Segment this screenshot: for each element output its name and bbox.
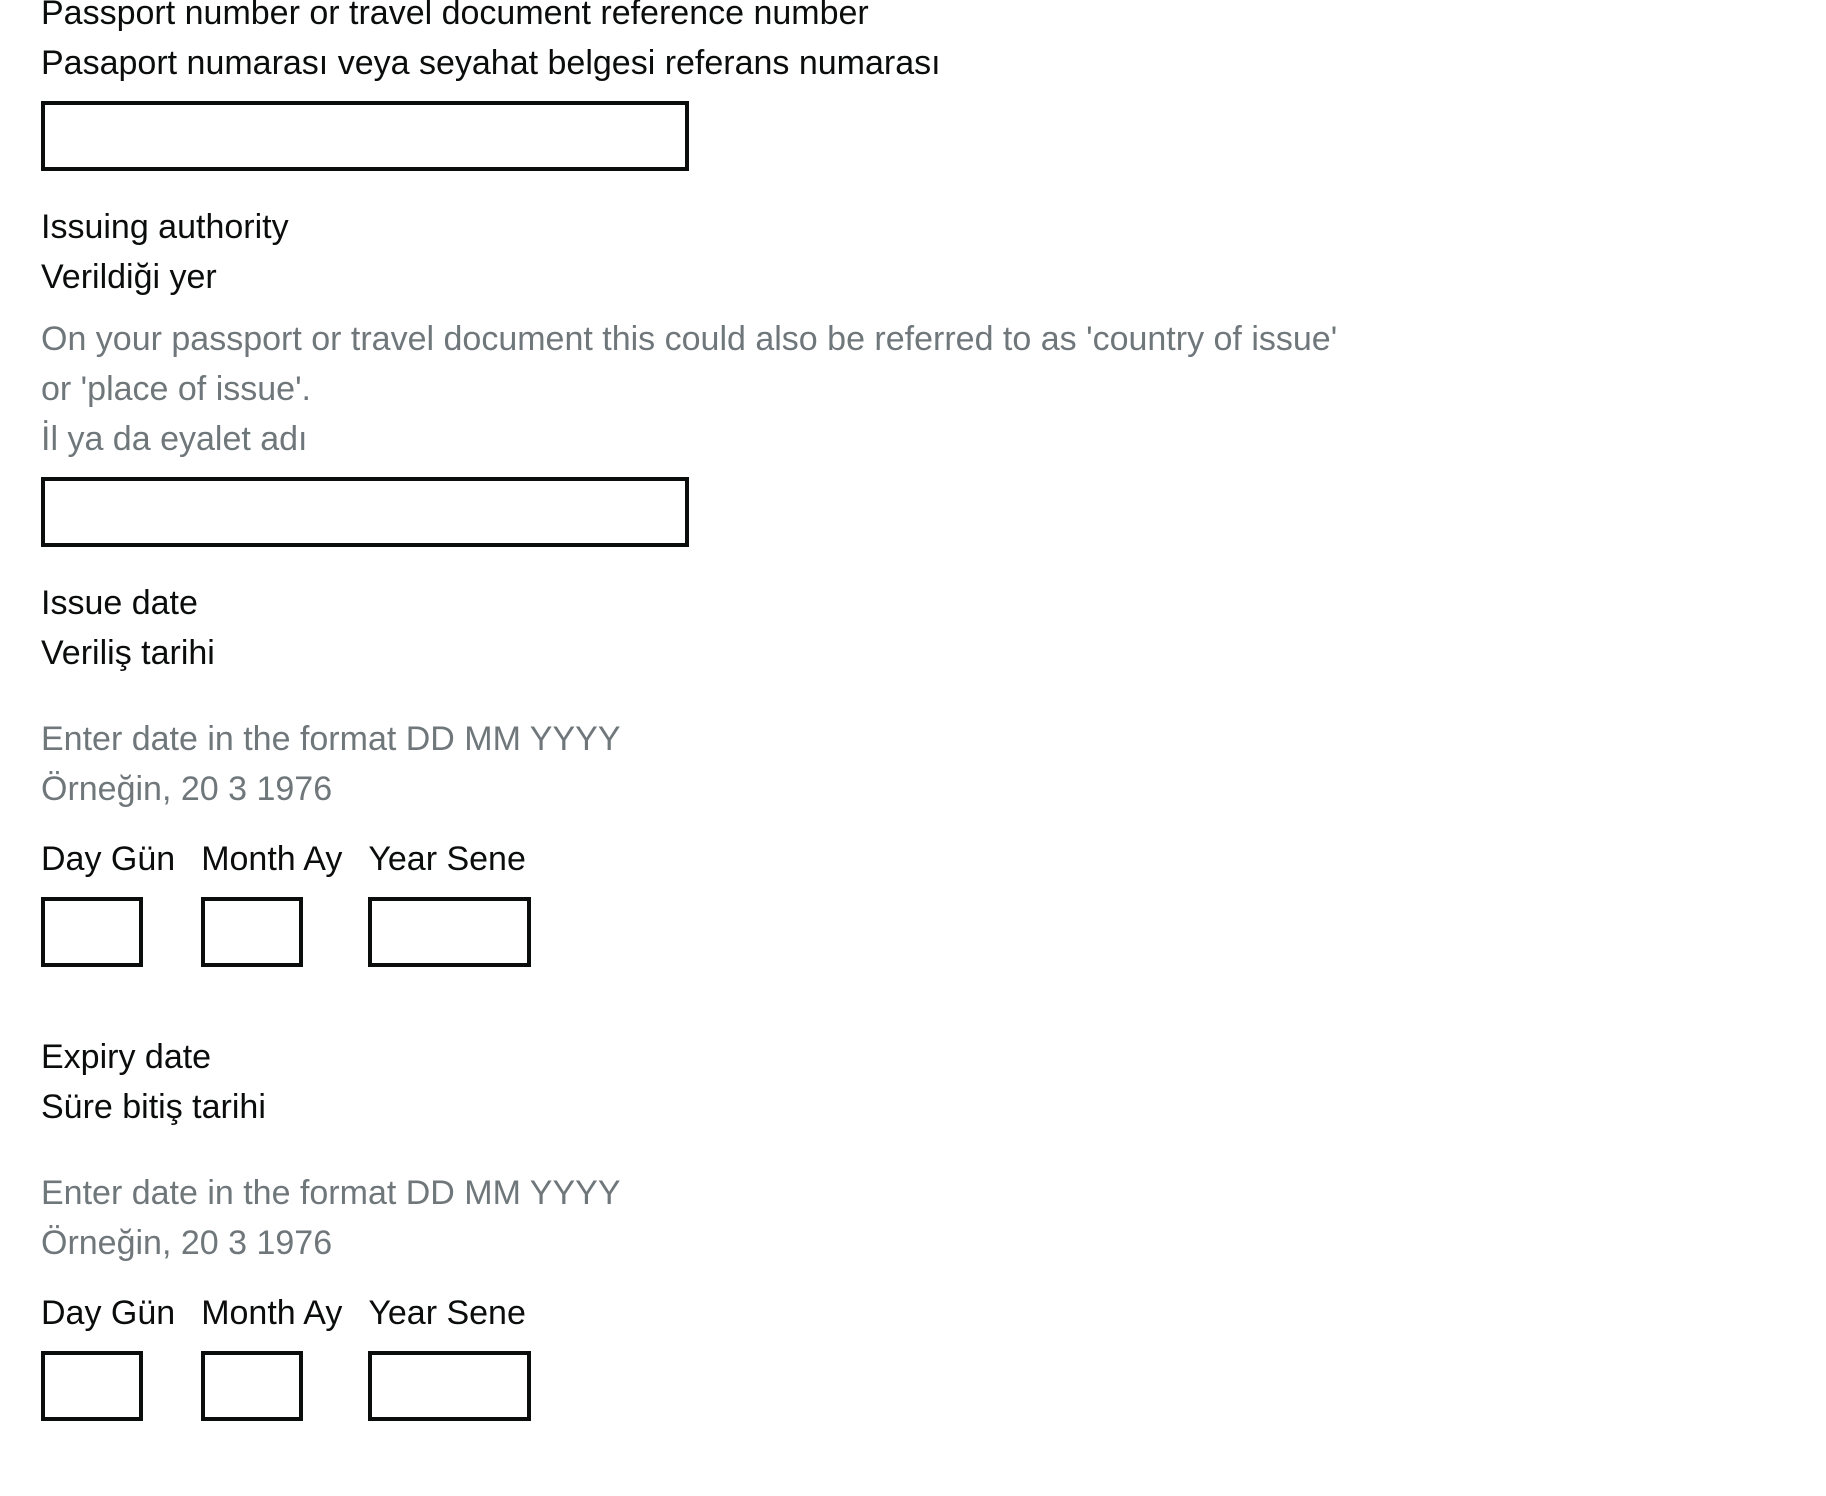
issuing-authority-hint-tr: İl ya da eyalet adı — [41, 420, 308, 458]
issue-date-month-label: Month Ay — [201, 840, 343, 878]
expiry-date-label-en: Expiry date — [41, 1038, 212, 1076]
issue-date-group — [41, 578, 1441, 967]
issue-date-hint-en: Enter date in the format DD MM YYYY — [41, 720, 621, 758]
expiry-date-fields — [41, 1288, 1441, 1421]
issuing-authority-input[interactable] — [41, 477, 689, 547]
expiry-date-day-label: Day Gün — [41, 1294, 176, 1332]
issue-date-label-tr: Veriliş tarihi — [41, 634, 215, 672]
expiry-date-month-label: Month Ay — [201, 1294, 343, 1332]
expiry-date-label-tr: Süre bitiş tarihi — [41, 1088, 266, 1126]
passport-number-group — [41, 0, 1441, 171]
expiry-date-day-item — [41, 1288, 175, 1421]
passport-number-label-tr: Pasaport numarası veya seyahat belgesi referans numarası — [41, 44, 941, 82]
issue-date-fields — [41, 834, 1441, 967]
issue-date-hint-tr: Örneğin, 20 3 1976 — [41, 770, 333, 808]
issue-date-day-label: Day Gün — [41, 840, 176, 878]
expiry-date-month-item — [201, 1288, 342, 1421]
issue-date-year-input[interactable] — [368, 897, 531, 967]
passport-number-input[interactable] — [41, 101, 689, 171]
expiry-date-hint-en: Enter date in the format DD MM YYYY — [41, 1174, 621, 1212]
expiry-date-year-input[interactable] — [368, 1351, 531, 1421]
passport-number-label-en: Passport number or travel document reference number — [41, 0, 869, 32]
issue-date-month-item — [201, 834, 342, 967]
expiry-date-year-item — [368, 1288, 531, 1421]
issuing-authority-group — [41, 202, 1441, 547]
issue-date-year-label: Year Sene — [368, 840, 526, 878]
issue-date-month-input[interactable] — [201, 897, 303, 967]
travel-document-form — [41, 0, 1441, 1421]
expiry-date-hint-tr: Örneğin, 20 3 1976 — [41, 1224, 333, 1262]
issue-date-day-item — [41, 834, 175, 967]
issuing-authority-hint-en: On your passport or travel document this could also be referred to as 'country of issue' or 'place of issue'. — [41, 320, 1338, 408]
issue-date-day-input[interactable] — [41, 897, 143, 967]
expiry-date-year-label: Year Sene — [368, 1294, 526, 1332]
expiry-date-month-input[interactable] — [201, 1351, 303, 1421]
issuing-authority-label-en: Issuing authority — [41, 208, 289, 246]
issuing-authority-label-tr: Verildiği yer — [41, 258, 217, 296]
expiry-date-group — [41, 1032, 1441, 1421]
issue-date-label-en: Issue date — [41, 584, 198, 622]
expiry-date-day-input[interactable] — [41, 1351, 143, 1421]
issue-date-year-item — [368, 834, 531, 967]
